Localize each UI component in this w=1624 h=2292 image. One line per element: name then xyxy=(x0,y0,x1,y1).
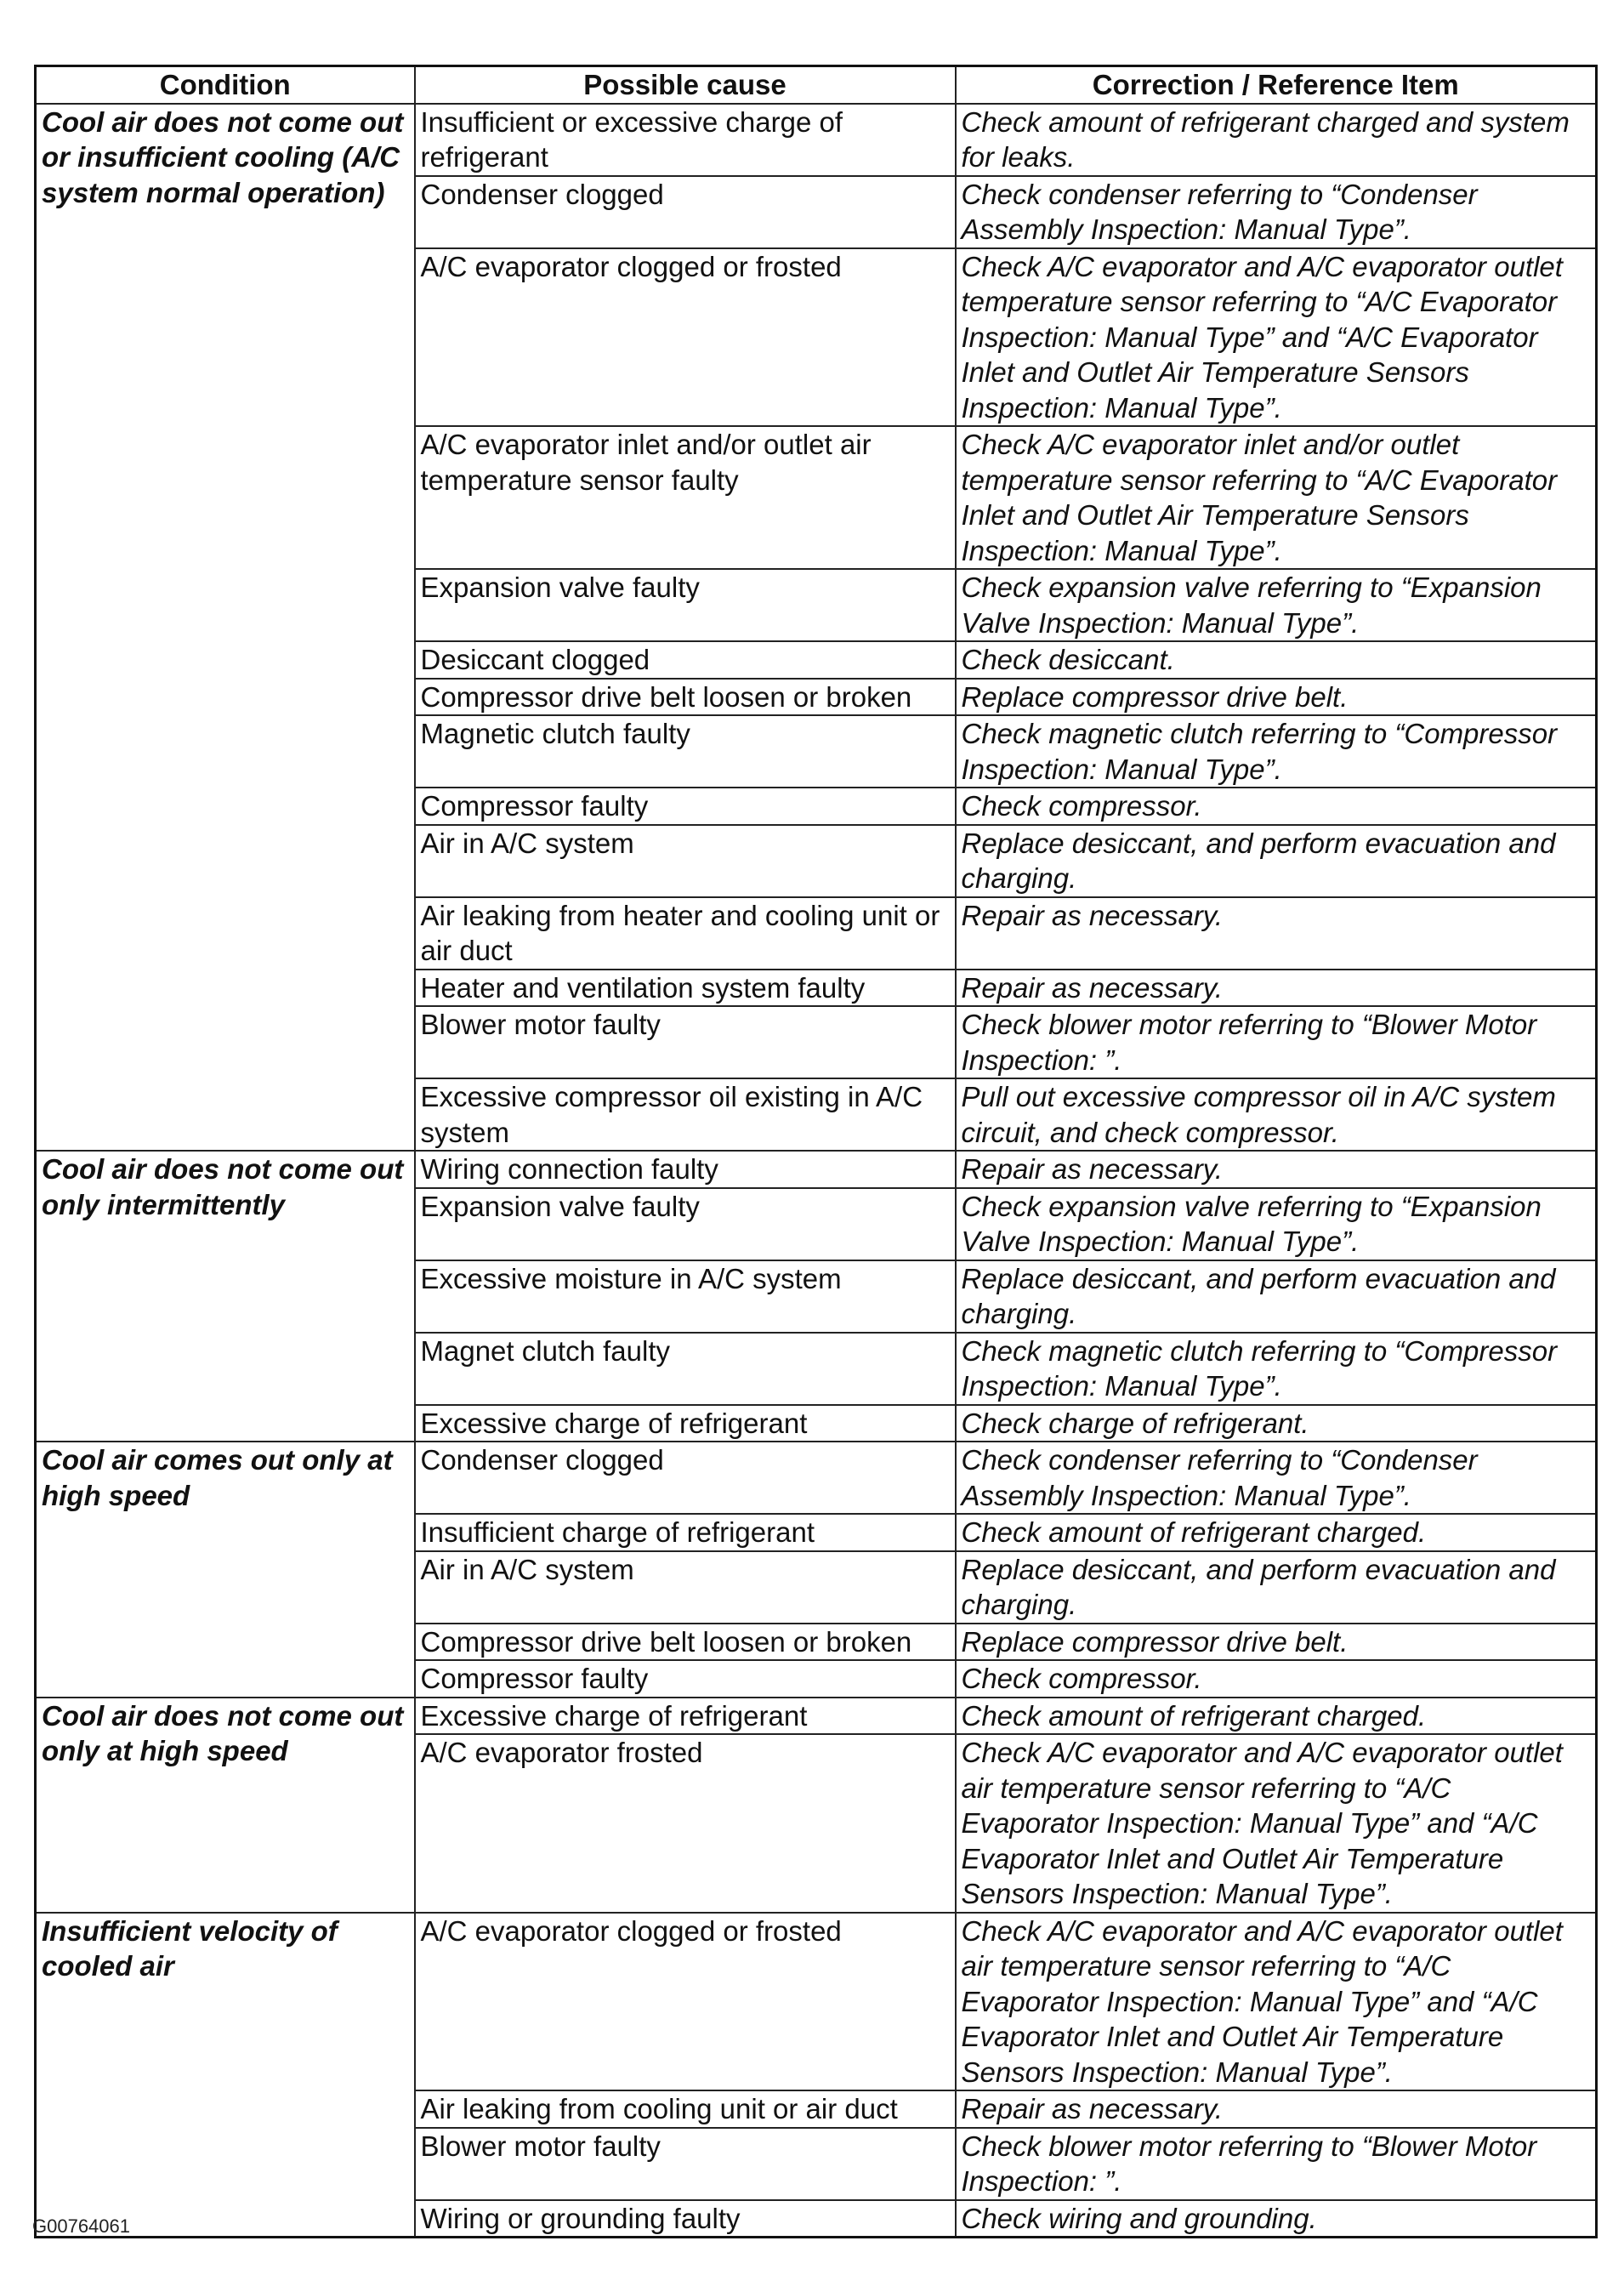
correction-cell: Check magnetic clutch referring to “Compressor Inspection: Manual Type”. xyxy=(956,715,1597,788)
possible-cause-cell: Desiccant clogged xyxy=(415,641,956,679)
possible-cause-cell: Compressor faulty xyxy=(415,1660,956,1698)
correction-cell: Pull out excessive compressor oil in A/C system circuit, and check compressor. xyxy=(956,1078,1597,1151)
table-row xyxy=(36,1151,1597,1188)
possible-cause-cell: Magnet clutch faulty xyxy=(415,1333,956,1405)
condition-cell: Cool air does not come out or insufficient cooling (A/C system normal operation) xyxy=(36,104,415,1152)
possible-cause-cell: Air leaking from cooling unit or air duct xyxy=(415,2090,956,2128)
possible-cause-cell: A/C evaporator inlet and/or outlet air temperature sensor faulty xyxy=(415,426,956,569)
correction-cell: Check amount of refrigerant charged. xyxy=(956,1698,1597,1735)
possible-cause-cell: A/C evaporator frosted xyxy=(415,1734,956,1913)
correction-cell: Check A/C evaporator and A/C evaporator outlet air temperature sensor referring to “A/C Evaporator Inspection: Manual Type” and “A/C Evaporator Inlet and Outlet Air Temperature Sensors Inspection: Manual Type”. xyxy=(956,1734,1597,1913)
correction-cell: Replace compressor drive belt. xyxy=(956,1624,1597,1661)
possible-cause-cell: Air leaking from heater and cooling unit or air duct xyxy=(415,897,956,970)
possible-cause-cell: Excessive compressor oil existing in A/C system xyxy=(415,1078,956,1151)
condition-cell: Cool air does not come out only intermittently xyxy=(36,1151,415,1442)
correction-cell: Check desiccant. xyxy=(956,641,1597,679)
correction-cell: Replace compressor drive belt. xyxy=(956,679,1597,716)
correction-cell: Check expansion valve referring to “Expansion Valve Inspection: Manual Type”. xyxy=(956,1188,1597,1260)
possible-cause-cell: Wiring connection faulty xyxy=(415,1151,956,1188)
correction-cell: Check A/C evaporator and A/C evaporator outlet air temperature sensor referring to “A/C Evaporator Inspection: Manual Type” and “A/C Evaporator Inlet and Outlet Air Temperature Sensors Inspection: Manual Type”. xyxy=(956,1913,1597,2091)
header-possible-cause: Possible cause xyxy=(415,66,956,104)
table-row xyxy=(36,1442,1597,1514)
condition-cell: Cool air does not come out only at high speed xyxy=(36,1698,415,1913)
correction-cell: Check blower motor referring to “Blower Motor Inspection: ”. xyxy=(956,2128,1597,2200)
possible-cause-cell: Insufficient or excessive charge of refrigerant xyxy=(415,104,956,176)
correction-cell: Repair as necessary. xyxy=(956,970,1597,1007)
table-body xyxy=(36,104,1597,2238)
possible-cause-cell: Magnetic clutch faulty xyxy=(415,715,956,788)
possible-cause-cell: Blower motor faulty xyxy=(415,2128,956,2200)
correction-cell: Check compressor. xyxy=(956,788,1597,825)
correction-cell: Check condenser referring to “Condenser Assembly Inspection: Manual Type”. xyxy=(956,176,1597,248)
possible-cause-cell: Compressor faulty xyxy=(415,788,956,825)
correction-cell: Check A/C evaporator inlet and/or outlet temperature sensor referring to “A/C Evaporator Inlet and Outlet Air Temperature Sensors Inspection: Manual Type”. xyxy=(956,426,1597,569)
correction-cell: Check expansion valve referring to “Expansion Valve Inspection: Manual Type”. xyxy=(956,569,1597,641)
correction-cell: Check magnetic clutch referring to “Compressor Inspection: Manual Type”. xyxy=(956,1333,1597,1405)
correction-cell: Check compressor. xyxy=(956,1660,1597,1698)
condition-cell: Cool air comes out only at high speed xyxy=(36,1442,415,1698)
correction-cell: Check blower motor referring to “Blower Motor Inspection: ”. xyxy=(956,1006,1597,1078)
possible-cause-cell: A/C evaporator clogged or frosted xyxy=(415,1913,956,2091)
possible-cause-cell: Expansion valve faulty xyxy=(415,1188,956,1260)
correction-cell: Check wiring and grounding. xyxy=(956,2200,1597,2238)
possible-cause-cell: Insufficient charge of refrigerant xyxy=(415,1514,956,1551)
possible-cause-cell: A/C evaporator clogged or frosted xyxy=(415,248,956,427)
diagnosis-table xyxy=(34,65,1598,2238)
possible-cause-cell: Excessive charge of refrigerant xyxy=(415,1405,956,1442)
figure-code: G00764061 xyxy=(32,2215,130,2237)
correction-cell: Replace desiccant, and perform evacuation and charging. xyxy=(956,1551,1597,1624)
possible-cause-cell: Wiring or grounding faulty xyxy=(415,2200,956,2238)
possible-cause-cell: Expansion valve faulty xyxy=(415,569,956,641)
correction-cell: Replace desiccant, and perform evacuation and charging. xyxy=(956,825,1597,897)
possible-cause-cell: Excessive moisture in A/C system xyxy=(415,1260,956,1333)
possible-cause-cell: Heater and ventilation system faulty xyxy=(415,970,956,1007)
correction-cell: Repair as necessary. xyxy=(956,2090,1597,2128)
correction-cell: Check A/C evaporator and A/C evaporator outlet temperature sensor referring to “A/C Evaporator Inspection: Manual Type” and “A/C Evaporator Inlet and Outlet Air Temperature Sensors Inspection: Manual Type”. xyxy=(956,248,1597,427)
correction-cell: Check amount of refrigerant charged and system for leaks. xyxy=(956,104,1597,176)
possible-cause-cell: Excessive charge of refrigerant xyxy=(415,1698,956,1735)
correction-cell: Check charge of refrigerant. xyxy=(956,1405,1597,1442)
correction-cell: Check amount of refrigerant charged. xyxy=(956,1514,1597,1551)
table-row xyxy=(36,1913,1597,2091)
possible-cause-cell: Air in A/C system xyxy=(415,1551,956,1624)
possible-cause-cell: Blower motor faulty xyxy=(415,1006,956,1078)
correction-cell: Repair as necessary. xyxy=(956,1151,1597,1188)
possible-cause-cell: Air in A/C system xyxy=(415,825,956,897)
possible-cause-cell: Condenser clogged xyxy=(415,176,956,248)
correction-cell: Repair as necessary. xyxy=(956,897,1597,970)
possible-cause-cell: Condenser clogged xyxy=(415,1442,956,1514)
possible-cause-cell: Compressor drive belt loosen or broken xyxy=(415,679,956,716)
table-row xyxy=(36,1698,1597,1735)
table-header-row xyxy=(36,66,1597,104)
possible-cause-cell: Compressor drive belt loosen or broken xyxy=(415,1624,956,1661)
correction-cell: Check condenser referring to “Condenser Assembly Inspection: Manual Type”. xyxy=(956,1442,1597,1514)
header-condition: Condition xyxy=(36,66,415,104)
correction-cell: Replace desiccant, and perform evacuation and charging. xyxy=(956,1260,1597,1333)
table-row xyxy=(36,104,1597,176)
condition-cell: Insufficient velocity of cooled air xyxy=(36,1913,415,2238)
header-correction: Correction / Reference Item xyxy=(956,66,1597,104)
